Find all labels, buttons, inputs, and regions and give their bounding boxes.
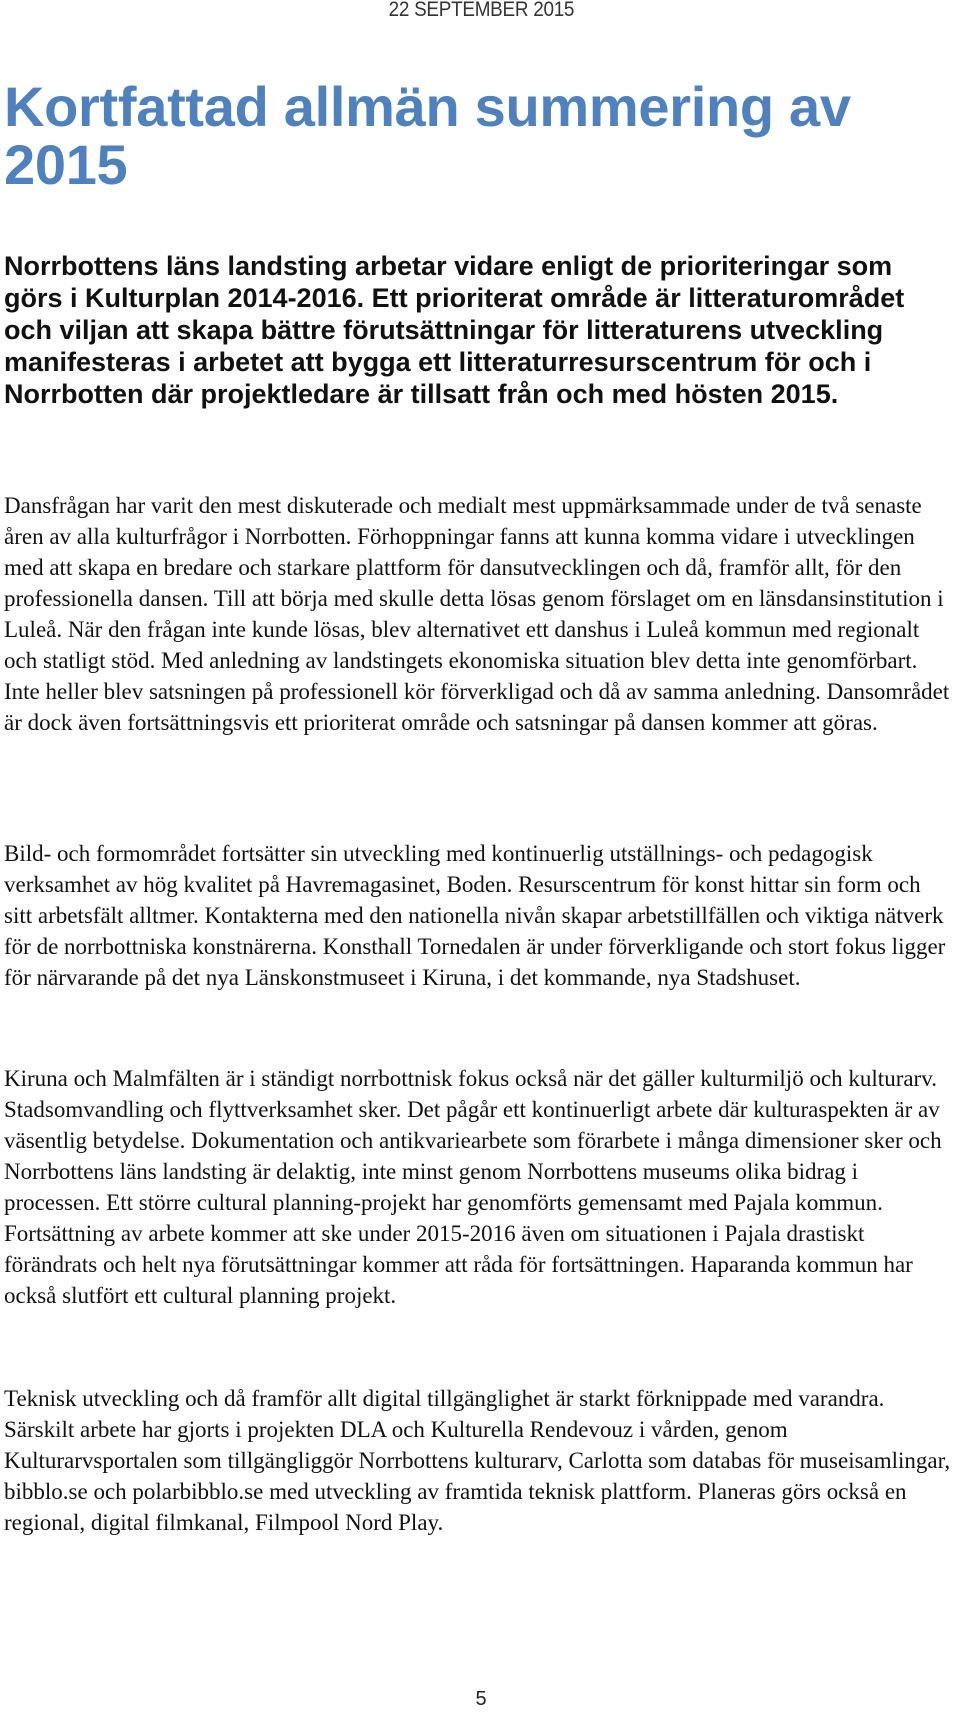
body-paragraph-art: Bild- och formområdet fortsätter sin utveckling med kontinuerlig utställnings- och pedagogisk verksamhet av hög kvalitet på Havremagasinet, Boden. Resurscentrum för konst hittar sin form och sitt arbetsfält alltmer. Kontakterna med den nationella nivån skapar arbetstillfällen och viktiga nätverk för de norrbottniska konstnärerna. Konsthall Tornedalen är under förverkligande och stort fokus ligger för närvarande på det nya Länskonstmuseet i Kiruna, i det kommande, nya Stadshuset.	[4, 841, 946, 990]
body-paragraph-digital: Teknisk utveckling och då framför allt digital tillgänglighet är starkt förknippade med varandra. Särskilt arbete har gjorts i projekten DLA och Kulturella Rendevouz i vården, genom Kulturarvsportalen som tillgängliggör Norrbottens kulturarv, Carlotta som databas för museisamlingar, bibblo.se och polarbibblo.se med utveckling av framtida teknisk plattform. Planeras görs också en regional, digital filmkanal, Filmpool Nord Play.	[4, 1386, 951, 1535]
body-paragraph-heritage: Kiruna och Malmfälten är i ständigt norrbottnisk fokus också när det gäller kulturmiljö och kulturarv. Stadsomvandling och flyttverksamhet sker. Det pågår ett kontinuerligt arbete där kulturaspekten är av väsentlig betydelse. Dokumentation och antikvariearbete som förarbete i många dimensioner sker och Norrbottens läns landsting är delaktig, inte minst genom Norrbottens museums olika bidrag i processen. Ett större cultural planning-projekt har genomförts gemensamt med Pajala kommun. Fortsättning av arbete kommer att ske under 2015-2016 även om situationen i Pajala drastiskt förändrats och helt nya förutsättningar kommer att råda för fortsättningen. Haparanda kommun har också slutfört ett cultural planning projekt.	[4, 1066, 942, 1308]
header-date: 22 SEPTEMBER 2015	[388, 0, 574, 21]
page-number-label: 5	[475, 1688, 487, 1710]
page-number	[0, 1688, 960, 1711]
lead-paragraph: Norrbottens läns landsting arbetar vidare enligt de prioriteringar som görs i Kulturplan 2014-2016. Ett prioriterat område är litteraturområdet och viljan att skapa bättre förutsättningar för litteraturens utveckling manifesteras i arbetet att bygga ett litteraturresurscentrum för och i Norrbotten där projektledare är tillsatt från och med hösten 2015.	[4, 251, 905, 409]
page-title: Kortfattad allmän summering av 2015	[4, 75, 851, 196]
body-paragraph-dance: Dansfrågan har varit den mest diskuterade och medialt mest uppmärksammade under de två senaste åren av alla kulturfrågor i Norrbotten. Förhoppningar fanns att kunna komma vidare i utvecklingen med att skapa en bredare och starkare plattform för dansutvecklingen och då, framför allt, för den professionella dansen. Till att börja med skulle detta lösas genom förslaget om en länsdansinstitution i Luleå. När den frågan inte kunde lösas, blev alternativet ett danshus i Luleå kommun med regionalt och statligt stöd. Med anledning av landstingets ekonomiska situation blev detta inte genomförbart. Inte heller blev satsningen på professionell kör förverkligad och då av samma anledning. Dansområdet är dock även fortsättningsvis ett prioriterat område och satsningar på dansen kommer att göras.	[4, 493, 950, 735]
